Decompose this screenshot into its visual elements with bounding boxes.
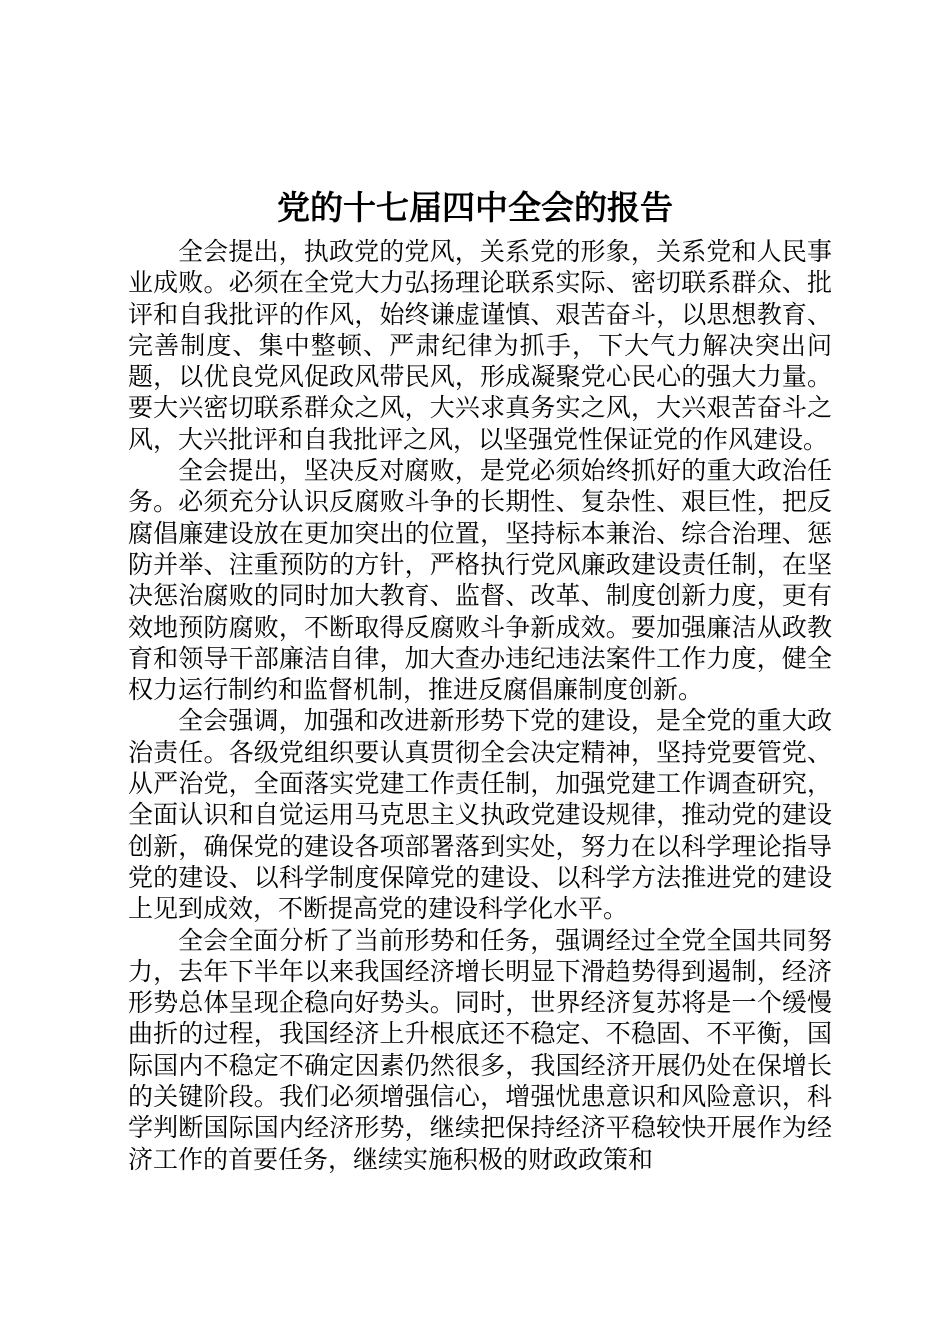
paragraph-party-building: 全会强调，加强和改进新形势下党的建设，是全党的重大政治责任。各级党组织要认真贯彻全会决定精神，坚持党要管党、从严治党，全面落实党建工作责任制，加强党建工作调查研究，全面认识和自觉运用马克思主义执政党建设规律，推动党的建设创新，确保党的建设各项部署落到实处，努力在以科学理论指导党的建设、以科学制度保障党的建设、以科学方法推进党的建设上见到成效，不断提高党的建设科学化水平。	[128, 706, 832, 924]
document-body	[128, 236, 832, 1175]
paragraph-anti-corruption: 全会提出，坚决反对腐败，是党必须始终抓好的重大政治任务。必须充分认识反腐败斗争的长期性、复杂性、艰巨性，把反腐倡廉建设放在更加突出的位置，坚持标本兼治、综合治理、惩防并举、注重预防的方针，严格执行党风廉政建设责任制，在坚决惩治腐败的同时加大教育、监督、改革、制度创新力度，更有效地预防腐败，不断取得反腐败斗争新成效。要加强廉洁从政教育和领导干部廉洁自律，加大查办违纪违法案件工作力度，健全权力运行制约和监督机制，推进反腐倡廉制度创新。	[128, 456, 832, 705]
paragraph-party-style: 全会提出，执政党的党风，关系党的形象，关系党和人民事业成败。必须在全党大力弘扬理论联系实际、密切联系群众、批评和自我批评的作风，始终谦虚谨慎、艰苦奋斗，以思想教育、完善制度、集中整顿、严肃纪律为抓手，下大气力解决突出问题，以优良党风促政风带民风，形成凝聚党心民心的强大力量。要大兴密切联系群众之风，大兴求真务实之风，大兴艰苦奋斗之风，大兴批评和自我批评之风，以坚强党性保证党的作风建设。	[128, 237, 832, 454]
document-title: 党的十七届四中全会的报告	[277, 188, 673, 227]
paragraph-economic-situation: 全会全面分析了当前形势和任务，强调经过全党全国共同努力，去年下半年以来我国经济增长明显下滑趋势得到遏制，经济形势总体呈现企稳向好势头。同时，世界经济复苏将是一个缓慢曲折的过程，我国经济上升根底还不稳定、不稳固、不平衡，国际国内不稳定不确定因素仍然很多，我国经济开展仍处在保增长的关键阶段。我们必须增强信心，增强忧患意识和风险意识，科学判断国际国内经济形势，继续把保持经济平稳较快开展作为经济工作的首要任务，继续实施积极的财政政策和	[128, 925, 832, 1174]
